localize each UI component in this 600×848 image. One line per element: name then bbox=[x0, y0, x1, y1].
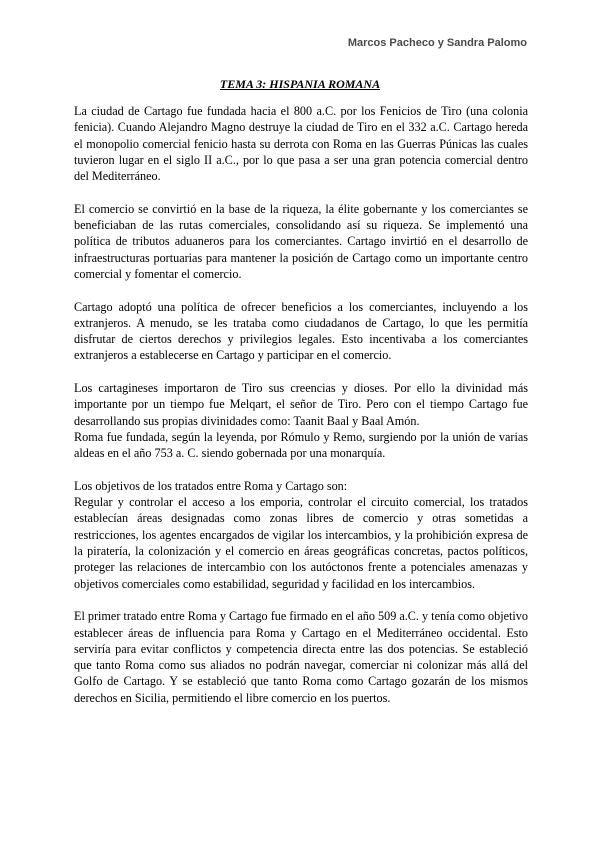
paragraph-comercio-riqueza: El comercio se convirtió en la base de la riqueza, la élite gobernante y los comerciantes se beneficiaban de las rutas comerciales, consolidando así su riqueza. Se implementó una política de tributos aduaneros para los comerciantes. Cartago invirtió en el desarrollo de infraestructuras portuarias para mantener la posición de Cartago como un importante centro comercial y fomentar el comercio. bbox=[74, 201, 528, 281]
paragraph-objetivos-intro: Los objetivos de los tratados entre Roma y Cartago son: bbox=[74, 478, 348, 493]
document-body bbox=[74, 103, 528, 722]
paragraph-objetivos-detalle: Regular y controlar el acceso a los emporia, controlar el circuito comercial, los tratados establecían áreas designadas como zonas libres de comercio y otras sometidas a restricciones, los agentes encargados de vigilar los intercambios, y la prohibición expresa de la piratería, la colonización y el comercio en áreas geográficas concretas, pactos políticos, proteger las relaciones de intercambio con los autóctonos frente a potenciales amenazas y objetivos comerciales como estabilidad, seguridad y facilidad en los intercambios. bbox=[74, 495, 528, 591]
paragraph-primer-tratado: El primer tratado entre Roma y Cartago fue firmado en el año 509 a.C. y tenía como objetivo establecer áreas de influencia para Roma y Cartago en el Mediterráneo occidental. Esto serviría para evitar conflictos y competencia directa entre las dos potencias. Se estableció que tanto Roma como sus aliados no podrán navegar, comerciar ni colonizar más allá del Golfo de Cartago. Y se estableció que tanto Roma como Cartago gozarán de los mismos derechos en Sicilia, permitiendo el libre comercio en los puertos. bbox=[74, 609, 528, 705]
header-authors: Marcos Pacheco y Sandra Palomo bbox=[347, 37, 527, 49]
paragraph-roma-fundacion: Roma fue fundada, según la leyenda, por Rómulo y Remo, surgiendo por la unión de varias aldeas en el año 753 a. C. siendo gobernada por una monarquía. bbox=[74, 429, 528, 461]
paragraph-creencias-dioses: Los cartagineses importaron de Tiro sus creencias y dioses. Por ello la divinidad más importante por un tiempo fue Melqart, el señor de Tiro. Pero con el tiempo Cartago fue desarrollando sus propias divinidades como: Taanit Baal y Baal Amón. bbox=[74, 381, 528, 428]
paragraph-cartago-fundacion: La ciudad de Cartago fue fundada hacia el 800 a.C. por los Fenicios de Tiro (una colonia fenicia). Cuando Alejandro Magno destruye la ciudad de Tiro en el 332 a.C. Cartago hereda el monopolio comercial fenicio hasta su derrota con Roma en las Guerras Púnicas las cuales tuvieron lugar en el siglo II a.C., por lo que pasa a ser una gran potencia comercial dentro del Mediterráneo. bbox=[74, 104, 528, 184]
paragraph-politica-extranjeros: Cartago adoptó una política de ofrecer beneficios a los comerciantes, incluyendo a los extranjeros. A menudo, se les trataba como ciudadanos de Cartago, lo que les permitía disfrutar de ciertos derechos y privilegios legales. Esto incentivaba a los comerciantes extranjeros a establecerse en Cartago y participar en el comercio. bbox=[74, 299, 528, 363]
document-title: TEMA 3: HISPANIA ROMANA bbox=[219, 77, 381, 91]
